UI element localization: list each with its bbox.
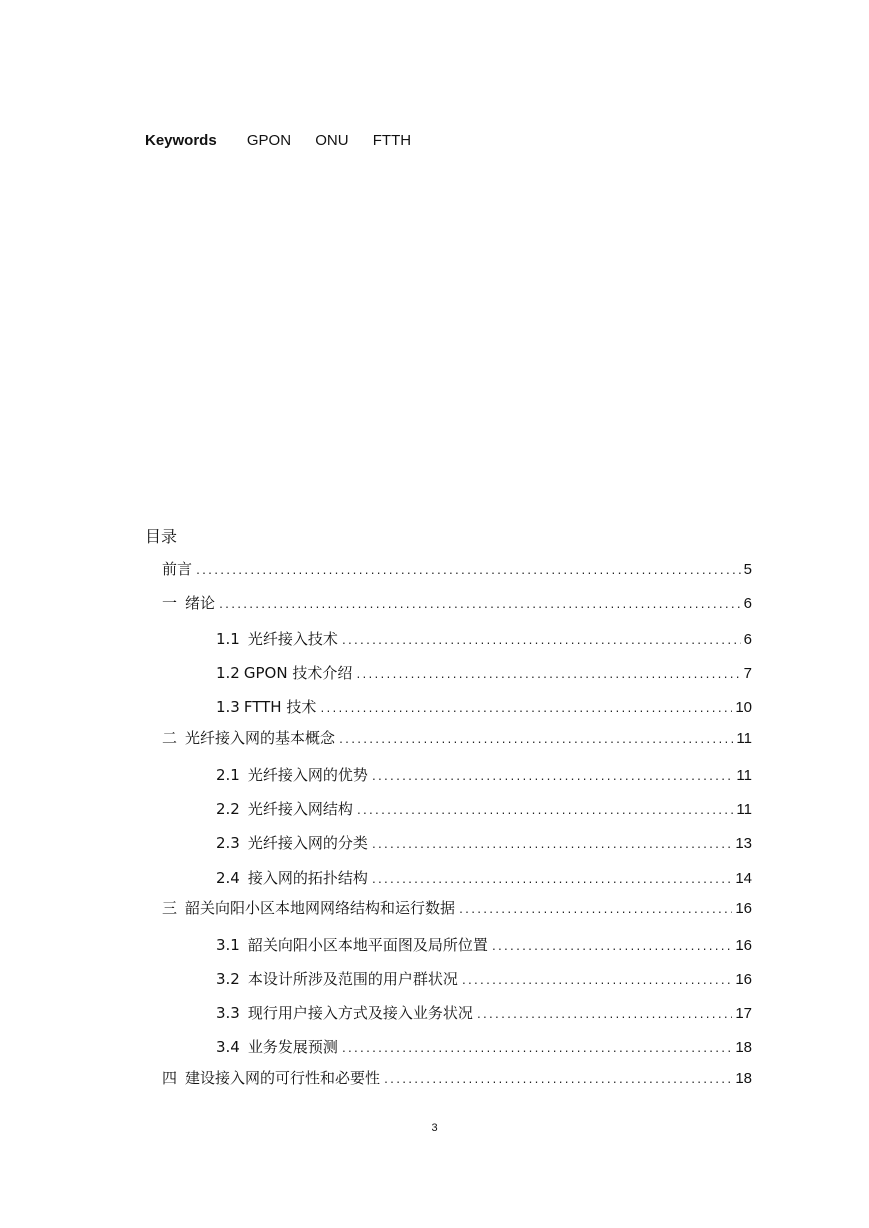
toc-leader: [458, 901, 732, 921]
toc-page-number: 6: [743, 631, 752, 648]
toc-entry-number: 四: [162, 1069, 178, 1087]
toc-page-number: 13: [735, 835, 752, 852]
keywords-label: Keywords: [145, 132, 217, 149]
toc-entry-3-1[interactable]: [216, 935, 752, 955]
toc-entry-number: 1.3: [216, 698, 240, 716]
toc-entry-1-2[interactable]: [216, 663, 752, 683]
toc-entry-2-3[interactable]: [216, 833, 752, 853]
toc-page-number: 18: [735, 1039, 752, 1056]
toc-entry-1-3[interactable]: [216, 697, 752, 717]
toc-page-number: 5: [743, 561, 752, 578]
toc-entry-number: 3.1: [216, 936, 240, 954]
toc-entry-2-4[interactable]: [216, 868, 752, 888]
toc-entry-text: 韶关向阳小区本地平面图及局所位置: [247, 936, 488, 954]
toc-entry-chapter-3[interactable]: [162, 898, 752, 918]
toc-entry-text: 韶关向阳小区本地网网络结构和运行数据: [185, 899, 456, 917]
toc-entry-number: 3.2: [216, 970, 240, 988]
toc-leader: [476, 1006, 732, 1026]
toc-title: 目录: [145, 527, 178, 546]
toc-leader: [461, 972, 732, 992]
toc-page-number: 16: [735, 900, 752, 917]
toc-page-number: 18: [735, 1070, 752, 1087]
toc-leader: [383, 1071, 732, 1091]
toc-leader: [355, 666, 740, 686]
keyword-term: ONU: [315, 132, 349, 149]
toc-entry-preface[interactable]: [162, 559, 752, 579]
toc-entry-text: 光纤接入技术: [247, 630, 338, 648]
toc-entry-text: 建设接入网的可行性和必要性: [185, 1069, 381, 1087]
toc-leader: [371, 871, 732, 891]
toc-page-number: 16: [735, 971, 752, 988]
toc-page-number: 17: [735, 1005, 752, 1022]
toc-entry-text: GPON 技术介绍: [243, 664, 353, 682]
toc-leader: [218, 596, 741, 616]
toc-entry-text: 光纤接入网的优势: [247, 766, 368, 784]
toc-leader: [341, 1040, 732, 1060]
keyword-term: GPON: [246, 132, 292, 149]
toc-entry-number: 一: [162, 594, 178, 612]
toc-entry-chapter-4[interactable]: [162, 1068, 752, 1088]
toc-entry-number: 3.4: [216, 1038, 240, 1056]
toc-entry-text: 本设计所涉及范围的用户群状况: [247, 970, 458, 988]
toc-entry-number: 1.2: [216, 664, 240, 682]
toc-page-number: 11: [736, 767, 752, 784]
toc-entry-number: 2.1: [216, 766, 240, 784]
toc-entry-2-1[interactable]: [216, 765, 752, 785]
toc-page-number: 6: [743, 595, 752, 612]
toc-entry-3-3[interactable]: [216, 1003, 752, 1023]
toc-page-number: 16: [735, 937, 752, 954]
toc-entry-3-2[interactable]: [216, 969, 752, 989]
toc-entry-number: 2.2: [216, 800, 240, 818]
toc-entry-text: 业务发展预测: [247, 1038, 338, 1056]
toc-entry-text: 光纤接入网的基本概念: [185, 729, 336, 747]
toc-entry-1-1[interactable]: [216, 629, 752, 649]
toc-leader: [371, 768, 734, 788]
toc-entry-chapter-1[interactable]: [162, 593, 752, 613]
toc-entry-number: 2.4: [216, 869, 240, 887]
toc-entry-number: 2.3: [216, 834, 240, 852]
toc-entry-number: 二: [162, 729, 178, 747]
toc-leader: [491, 938, 732, 958]
toc-entry-2-2[interactable]: [216, 799, 752, 819]
toc-entry-text: 光纤接入网结构: [247, 800, 353, 818]
toc-entry-number: 三: [162, 899, 178, 917]
toc-entry-3-4[interactable]: [216, 1037, 752, 1057]
toc-page-number: 14: [735, 870, 752, 887]
toc-entry-number: 3.3: [216, 1004, 240, 1022]
keywords-line: [145, 132, 431, 149]
toc-page-number: 7: [743, 665, 752, 682]
toc-page-number: 11: [736, 801, 752, 818]
toc-leader: [341, 632, 741, 652]
toc-page-number: 11: [736, 730, 752, 747]
toc-leader: [371, 836, 732, 856]
toc-leader: [338, 731, 733, 751]
toc-entry-text: 前言: [162, 560, 193, 578]
keyword-term: FTTH: [372, 132, 412, 149]
toc-entry-text: FTTH 技术: [243, 698, 317, 716]
toc-leader: [195, 562, 741, 582]
toc-entry-text: 现行用户接入方式及接入业务状况: [247, 1004, 473, 1022]
toc-entry-text: 接入网的拓扑结构: [247, 869, 368, 887]
toc-entry-text: 光纤接入网的分类: [247, 834, 368, 852]
toc-entry-text: 绪论: [185, 594, 216, 612]
toc-page-number: 10: [735, 699, 752, 716]
footer-page-number: 3: [431, 1122, 438, 1134]
toc-leader: [356, 802, 734, 822]
toc-entry-number: 1.1: [216, 630, 240, 648]
toc-leader: [319, 700, 732, 720]
toc-entry-chapter-2[interactable]: [162, 728, 752, 748]
